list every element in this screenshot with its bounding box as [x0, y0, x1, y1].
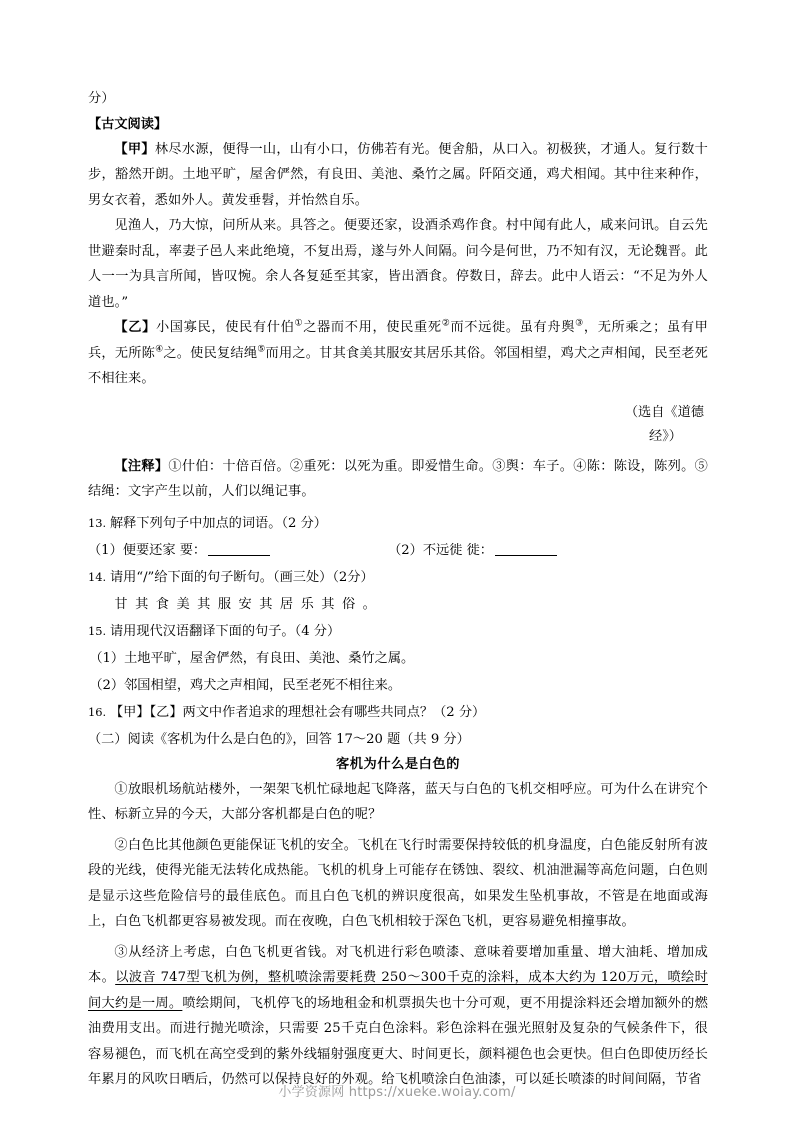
top-fragment: 分） — [88, 91, 115, 106]
question-16-stem: 【甲】【乙】两文中作者追求的理想社会有哪些共同点？（2 分） — [110, 704, 486, 720]
question-13 — [88, 510, 708, 537]
question-13-blank-2-input[interactable] — [495, 541, 557, 556]
notes-paragraph — [88, 454, 708, 505]
question-14 — [88, 564, 708, 591]
question-13-blanks — [88, 537, 708, 564]
question-13-blank-2-label: （2）不远徙 徙： — [388, 542, 493, 558]
article-paragraph-3-underlined: 以波音 747型飞机为例，整机喷涂需要耗费 250～300千克的涂料，成本大约为 120万元，喷绘时间大约是一周。 — [88, 970, 708, 1011]
section-heading: 【古文阅读】 — [88, 116, 168, 132]
question-15 — [88, 618, 708, 645]
jia-paragraph-2: 见渔人，乃大惊，问所从来。具答之。便要还家，设酒杀鸡作食。村中闻有此人，咸来问讯。自云先世避秦时乱，率妻子邑人来此绝境，不复出焉，遂与外人间隔。问今是何世，乃不知有汉，无论魏晋。此人一一为具言所闻，皆叹惋。余人各复延至其家，皆出酒食。停数日，辞去。此中人语云：“不足为外人道也。” — [88, 218, 708, 310]
jia-paragraph-1-text: 林尽水源，便得一山，山有小口，仿佛若有光。便舍船，从口入。初极狭，才通人。复行数十步，豁然开朗。土地平旷，屋舍俨然，有良田、美池、桑竹之属。阡陌交通，鸡犬相闻。其中往来种作，男女衣着，悉如外人。黄发垂髫，并怡然自乐。 — [88, 141, 708, 208]
question-15-item-1: （1）土地平旷，屋舍俨然，有良田、美池、桑竹之属。 — [89, 650, 415, 666]
footnote-marker-5: ⑤ — [257, 344, 266, 355]
question-13-stem: 解释下列句子中加点的词语。（2 分） — [110, 515, 327, 531]
yi-text-3: 而不远徙。虽有舟舆 — [450, 320, 576, 335]
question-13-blank-2 — [388, 537, 557, 564]
notes-text: ①什伯：十倍百倍。②重死：以死为重。即爱惜生命。③舆：车子。④陈：陈设，陈列。⑤结绳：文字产生以前，人们以绳记事。 — [88, 458, 708, 499]
question-13-blank-1 — [88, 537, 270, 564]
question-15-stem: 请用现代汉语翻译下面的句子。（4 分） — [110, 623, 341, 639]
question-14-number: 14. — [88, 569, 107, 584]
article-paragraph-3 — [88, 940, 708, 1093]
article-title: 客机为什么是白色的 — [335, 756, 461, 772]
yi-text-5: 之。使民复结绳 — [163, 345, 258, 361]
jia-paragraph-1 — [88, 137, 708, 214]
footnote-marker-3: ③ — [575, 318, 584, 329]
yi-label: 【乙】 — [114, 320, 156, 335]
question-16-number: 16. — [88, 704, 107, 719]
modern-reading-instruction: （二）阅读《客机为什么是白色的》，回答 17～20 题（共 9 分） — [88, 731, 470, 747]
yi-text-2: 之器而不用，使民重死 — [303, 320, 442, 335]
footer-watermark: 小学资源网 https://xueke.woiay.com/ — [278, 1085, 516, 1100]
article-paragraph-3-part-1: ③从经济上考虑，白色飞机更省钱。对飞机进行彩色喷漆、意味着要增加重量、增大油耗、增加成本。 — [88, 944, 708, 985]
question-15-item-2: （2）邻国相望，鸡犬之声相闻，民至老死不相往来。 — [89, 677, 402, 693]
jia-label: 【甲】 — [114, 141, 155, 157]
spacer — [88, 392, 708, 401]
source-attribution-line-1: （选自《道德 — [624, 404, 704, 420]
yi-text-4: ，无所乘之；虽有甲兵，无所陈 — [88, 320, 709, 361]
footnote-marker-1: ① — [294, 318, 304, 329]
question-16 — [88, 699, 708, 726]
footnote-marker-4: ④ — [155, 344, 164, 355]
yi-paragraph — [88, 315, 708, 392]
question-14-sentence: 甘其食美其服安其居乐其俗。 — [114, 596, 384, 612]
page-content — [88, 86, 708, 1093]
question-13-blank-1-input[interactable] — [208, 541, 270, 556]
yi-text-1: 小国寡民，使民有什伯 — [155, 320, 295, 335]
yi-text-6: 而用之。甘其食美其服安其居乐其俗。邻国相望，鸡犬之声相闻，民至老死不相往来。 — [88, 345, 709, 386]
article-paragraph-2: ②白色比其他颜色更能保证飞机的安全。飞机在飞行时需要保持较低的机身温度，白色能反射所有波段的光线，使得光能无法转化成热能。飞机的机身上可能存在锈蚀、裂纹、机油泄漏等高危问题，白色则是显示这些危险信号的最佳底色。而且白色飞机的辨识度很高，如果发生坠机事故，不管是在地面或海上，白色飞机都更容易被发现。而在夜晚，白色飞机相较于深色飞机，更容易避免相撞事故。 — [88, 837, 708, 929]
question-13-number: 13. — [88, 515, 107, 530]
footnote-marker-2: ② — [441, 318, 451, 329]
notes-label: 【注释】 — [114, 458, 169, 474]
article-paragraph-1: ①放眼机场航站楼外，一架架飞机忙碌地起飞降落，蓝天与白色的飞机交相呼应。可为什么在讲究个性、标新立异的今天，大部分客机都是白色的呢？ — [88, 781, 708, 822]
source-attribution-line-2: 经》） — [649, 428, 682, 444]
article-paragraph-3-part-2: 喷绘期间，飞机停飞的场地租金和机票损失也十分可观，更不用提涂料还会增加额外的燃油费用支出。而进行抛光喷涂，只需要 25千克白色涂料。彩色涂料在强光照射及复杂的气候条件下，很容易褪色，而飞机在高空受到的紫外线辐射强度更大、时间更长，颜料褪色也会更快。但白色即使历经长年累月的风吹日晒后，仍然可以保持良好的外观。给飞机喷涂白色油漆，可以延长喷漆的时间间隔，节省 — [88, 995, 708, 1087]
question-13-blank-1-label: （1）便要还家 要： — [88, 542, 207, 558]
question-15-number: 15. — [88, 623, 107, 638]
question-14-stem: 请用“/”给下面的句子断句。（画三处）（2分） — [110, 569, 374, 585]
